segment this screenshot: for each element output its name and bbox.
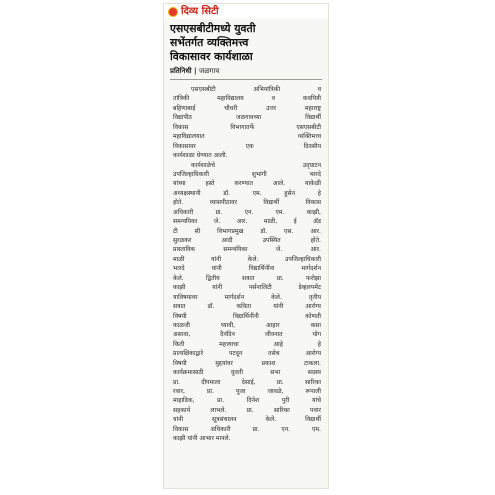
body-line: उपजिल्हाधिकारी शुभांगी भारदे [173, 170, 321, 178]
body-line: विषयी विद्यार्थिनींनी कोणती [173, 312, 321, 320]
byline-label: प्रतिनिधी | [170, 67, 197, 75]
body-line: प्रात्यक्षिकाद्वारे पटवून तसेच आरोग्य [173, 350, 321, 358]
newspaper-logo-icon [168, 7, 178, 17]
body-line: तांत्रिकी महाविद्यालय व कवयित्री [173, 95, 321, 103]
body-line: महाविद्यालयात व्यक्तिमत्त्व [173, 133, 321, 141]
body-line: माहाडिक, प्रा. दिनेश पुरी यांचे [173, 397, 321, 405]
body-line: भारदे यांनी विद्यार्थिनींना मार्गदर्शन [173, 265, 321, 273]
newspaper-clipping [163, 3, 329, 489]
article-body [173, 85, 321, 444]
body-line: विकास विभागातर्फे एसएसबीटी [173, 123, 321, 131]
body-line: विकास अधिकारी प्रा. एन. एम. [173, 425, 321, 433]
body-line: असावा, दैनंदिन जीवनात योग [173, 331, 321, 339]
body-line: माळी यांनी केले. उपजिल्हाधिकारी [173, 255, 321, 263]
body-line: टी सी विभागप्रमुख डॉ. एस. आर. [173, 227, 321, 235]
body-line: कार्यशाळा घेण्यात आली. [173, 152, 228, 160]
divider [170, 79, 322, 80]
byline [170, 67, 322, 76]
body-line: होते. व्यासपीठावर विद्यार्थी विकास [173, 199, 321, 207]
body-line: अध्यक्षस्थानी डॉ. एम. हुसेन हे [173, 189, 321, 197]
body-line: केले. द्वितीय सत्रात प्रा. फरोझा [173, 274, 321, 282]
headline [170, 22, 322, 64]
headline-line: सभेंतर्गत व्यक्तिमत्त्व [170, 36, 249, 49]
headline-line: विकासावर कार्यशाळा [170, 50, 253, 63]
body-line: एसएसबीटी अभियांत्रिकी व [191, 86, 321, 93]
body-line: रवार, प्रा. पूजा जावळे, रूपाली [173, 388, 321, 395]
masthead [164, 4, 328, 19]
body-line: यांनी सूत्रसंचालन केले. विद्यार्थी [173, 416, 321, 424]
body-line: यांच्या हस्ते करण्यात आले. याकेळी [173, 180, 321, 188]
body-line: सत्रात डॉ. कविता यांनी आरोग्य [173, 303, 321, 311]
body-line: समन्वयिका जे. आर. माळी, ई ॲड [173, 218, 321, 226]
body-line: प्रास्ताविक समन्वयिका जे. आर. [173, 246, 321, 254]
body-line: कार्यशाळेचे उद्‌घाटन [191, 161, 321, 169]
body-line: याविषयावर मार्गदर्शन केले. तृतीय [173, 293, 321, 301]
body-line: प्रा. दीपमाला देसाई, प्रा. सारिका [173, 378, 321, 386]
body-line: कार्यक्रमासाठी युवती सभा सदस्य [173, 369, 321, 377]
body-line: विद्यापीठ जळगावच्या विद्यार्थी [173, 114, 321, 122]
body-line: बहिणाबाई चौधरी उत्तर महाराष्ट्र [173, 104, 321, 112]
body-line: विषयी मुद्दयांवर प्रकाश टाकला. [173, 359, 321, 367]
body-line: काझी यांनी आभार मानले. [173, 435, 231, 443]
body-line: सुरळकर आदी उपस्थित होते. [173, 237, 321, 244]
body-line: अधिकारी प्रा. एन. एम. काझी, [173, 208, 321, 216]
body-line: किती महत्त्वाचा आहे हे [173, 340, 321, 348]
body-line: सहकार्य लाभले. प्रा. सारिका पवार [173, 406, 321, 414]
masthead-title: दिव्य सिटी [181, 6, 219, 17]
headline-line: एसएसबीटीमध्ये युवती [170, 22, 256, 35]
body-line: विकासावर एक दिवसीय [173, 142, 321, 150]
body-line: काझी यांनी पर्सनालिटी डेव्हलपमेंट [173, 284, 321, 292]
body-line: काळजी घ्यावी, आहार कसा [173, 321, 321, 329]
byline-place: जळगाव [199, 67, 220, 75]
